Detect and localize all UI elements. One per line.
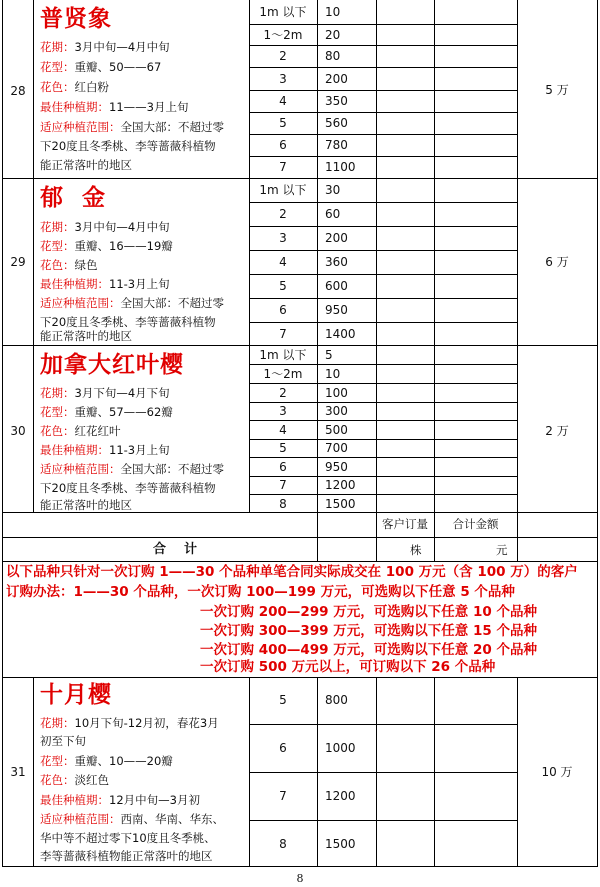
info-line: [40, 718, 219, 730]
price-cell: 950: [325, 303, 348, 317]
info-text: 12月中旬—3月初: [109, 793, 200, 807]
info-text: 下20度且冬季桃、李等蔷薇科植物: [40, 139, 216, 153]
size-cell: 7: [279, 160, 287, 174]
size-cell: 7: [279, 327, 287, 341]
size-cell: 6: [279, 741, 287, 755]
info-label: 适应种植范围：: [40, 462, 121, 476]
block-divider: [2, 178, 598, 179]
row-line: [249, 322, 517, 323]
promo-border-right: [597, 561, 598, 677]
price-cell: 950: [325, 460, 348, 474]
variety-name: 加拿大红叶樱: [40, 352, 184, 378]
info-label: 花色：: [40, 424, 75, 438]
price-cell: 1400: [325, 327, 356, 341]
price-cell: 5: [325, 348, 333, 362]
row-line: [249, 494, 517, 495]
row-line: [249, 67, 517, 68]
info-label: 适应种植范围：: [40, 120, 121, 134]
promo-line: 以下品种只针对一次订购 1——30 个品种单笔合同实际成交在 100 万元（含 100 万）的客户: [6, 564, 578, 580]
info-text: 全国大部：不超过零: [120, 120, 224, 134]
order-qty-label: 客户订量: [382, 517, 428, 531]
promo-bottom: [2, 677, 598, 678]
price-cell: 300: [325, 404, 348, 418]
size-cell: 6: [279, 138, 287, 152]
info-text: 能正常落叶的地区: [40, 158, 132, 172]
info-text: 西南、华南、华东、: [120, 812, 224, 826]
item-number: 31: [10, 765, 26, 779]
row-line: [249, 156, 517, 157]
size-cell: 4: [279, 94, 287, 108]
info-text: 李等蔷薇科植物能正常落叶的地区: [40, 849, 213, 863]
item-number: 29: [10, 255, 26, 269]
stock-cell: 6 万: [545, 255, 569, 269]
col-divider: [33, 677, 34, 867]
info-text: 11-3月上旬: [109, 443, 170, 457]
table-border-right: [597, 677, 598, 867]
promo-line: 一次订购 400—499 万元，可选购以下任意 20 个品种: [200, 642, 537, 658]
row-line: [249, 772, 517, 773]
info-label: 最佳种植期：: [40, 443, 109, 457]
info-text: 绿色: [74, 258, 98, 272]
price-cell: 800: [325, 693, 348, 707]
info-line: [40, 62, 161, 74]
row-line: [249, 476, 517, 477]
row-line: [249, 45, 517, 46]
info-line: [40, 464, 224, 476]
size-cell: 6: [279, 460, 287, 474]
row-line: [249, 402, 517, 403]
variety-name: 十月樱: [40, 682, 112, 708]
price-cell: 20: [325, 28, 341, 42]
size-cell: 1m 以下: [259, 183, 307, 197]
info-line: [40, 298, 224, 310]
size-cell: 1～2m: [263, 28, 303, 42]
info-line: [40, 426, 121, 438]
info-text: 红白粉: [74, 80, 109, 94]
info-line: [40, 500, 132, 512]
info-text: 能正常落叶的地区: [40, 329, 132, 343]
info-label: 最佳种植期：: [40, 100, 109, 114]
size-cell: 8: [279, 497, 287, 511]
size-cell: 5: [279, 441, 287, 455]
info-text: 重瓣、10——20瓣: [74, 754, 173, 768]
price-cell: 600: [325, 279, 348, 293]
table-bottom: [2, 866, 598, 867]
size-cell: 2: [279, 207, 287, 221]
row-line: [249, 112, 517, 113]
info-label: 花色：: [40, 773, 75, 787]
size-cell: 1m 以下: [259, 5, 307, 19]
promo-line: 订购办法：1——30 个品种，一次订购 100—199 万元，可选购以下任意 5 个品种: [6, 584, 515, 600]
row-line: [249, 226, 517, 227]
info-line: [40, 814, 224, 826]
info-text: 华中等不超过零下10度且冬季桃、: [40, 831, 216, 845]
row-line: [249, 439, 517, 440]
info-text: 初至下旬: [40, 734, 86, 748]
info-line: [40, 407, 173, 419]
size-cell: 1m 以下: [259, 348, 307, 362]
price-cell: 1100: [325, 160, 356, 174]
size-cell: 7: [279, 789, 287, 803]
price-cell: 200: [325, 231, 348, 245]
size-cell: 4: [279, 423, 287, 437]
block-divider: [2, 512, 598, 513]
info-label: 适应种植范围：: [40, 812, 121, 826]
price-cell: 1200: [325, 478, 356, 492]
price-cell: 80: [325, 49, 341, 63]
info-line: [40, 756, 173, 768]
info-line: [40, 445, 170, 457]
info-line: [40, 317, 216, 329]
total-label: 合 计: [152, 542, 198, 557]
info-text: 10月下旬-12月初，春花3月: [74, 716, 219, 730]
info-text: 重瓣、16——19瓣: [74, 239, 173, 253]
row-line: [249, 364, 517, 365]
info-label: 花期：: [40, 386, 75, 400]
block-divider: [2, 345, 598, 346]
size-cell: 5: [279, 279, 287, 293]
stock-cell: 5 万: [545, 83, 569, 97]
stock-cell: 2 万: [545, 424, 569, 438]
info-line: [40, 222, 170, 234]
summary-bottom: [2, 561, 598, 562]
info-label: 花期：: [40, 220, 75, 234]
info-text: 淡红色: [74, 773, 109, 787]
row-line: [249, 202, 517, 203]
size-cell: 3: [279, 231, 287, 245]
info-label: 花期：: [40, 716, 75, 730]
price-cell: 560: [325, 116, 348, 130]
price-cell: 30: [325, 183, 341, 197]
info-line: [40, 241, 173, 253]
price-cell: 60: [325, 207, 341, 221]
info-line: [40, 42, 170, 54]
price-cell: 360: [325, 255, 348, 269]
info-label: 花色：: [40, 80, 75, 94]
info-line: [40, 851, 213, 863]
price-cell: 350: [325, 94, 348, 108]
variety-name: 郁 金: [40, 185, 107, 211]
price-cell: 780: [325, 138, 348, 152]
col-divider: [33, 0, 34, 512]
size-cell: 6: [279, 303, 287, 317]
promo-border-left: [2, 561, 3, 677]
info-line: [40, 122, 224, 134]
info-text: 下20度且冬季桃、李等蔷薇科植物: [40, 315, 216, 329]
row-line: [249, 90, 517, 91]
row-line: [249, 24, 517, 25]
info-line: [40, 331, 132, 343]
info-text: 全国大部：不超过零: [120, 296, 224, 310]
info-line: [40, 102, 188, 114]
item-number: 28: [10, 84, 26, 98]
info-label: 花型：: [40, 239, 75, 253]
price-cell: 1500: [325, 497, 356, 511]
stock-cell: 10 万: [541, 765, 573, 779]
info-label: 最佳种植期：: [40, 793, 109, 807]
total-amount-label: 合计金额: [452, 517, 499, 531]
info-label: 适应种植范围：: [40, 296, 121, 310]
row-line: [249, 298, 517, 299]
row-line: [249, 820, 517, 821]
item-number: 30: [10, 424, 26, 438]
info-line: [40, 775, 109, 787]
info-text: 重瓣、50——67: [74, 60, 162, 74]
info-line: [40, 736, 86, 748]
info-label: 花型：: [40, 60, 75, 74]
table-border-right: [597, 0, 598, 561]
size-cell: 3: [279, 404, 287, 418]
info-line: [40, 279, 170, 291]
info-line: [40, 141, 216, 153]
size-cell: 4: [279, 255, 287, 269]
size-cell: 2: [279, 49, 287, 63]
unit-yuan: 元: [496, 543, 508, 557]
info-text: 11-3月上旬: [109, 277, 170, 291]
price-cell: 500: [325, 423, 348, 437]
info-text: 3月下旬—4月下旬: [74, 386, 170, 400]
price-cell: 1500: [325, 837, 356, 851]
info-line: [40, 795, 200, 807]
summary-divider: [2, 537, 598, 538]
info-label: 花期：: [40, 40, 75, 54]
size-cell: 1～2m: [263, 367, 303, 381]
info-text: 下20度且冬季桃、李等蔷薇科植物: [40, 481, 216, 495]
price-cell: 1000: [325, 741, 356, 755]
info-line: [40, 160, 132, 172]
row-line: [249, 457, 517, 458]
promo-line: 一次订购 500 万元以上，可订购以下 26 个品种: [200, 659, 496, 675]
size-cell: 5: [279, 693, 287, 707]
info-line: [40, 260, 98, 272]
size-cell: 5: [279, 116, 287, 130]
price-cell: 100: [325, 386, 348, 400]
size-cell: 3: [279, 72, 287, 86]
promo-line: 一次订购 300—399 万元，可选购以下任意 15 个品种: [200, 623, 537, 639]
row-line: [249, 420, 517, 421]
info-label: 花色：: [40, 258, 75, 272]
row-line: [249, 383, 517, 384]
info-text: 全国大部：不超过零: [120, 462, 224, 476]
price-cell: 10: [325, 367, 341, 381]
info-text: 3月中旬—4月中旬: [74, 40, 170, 54]
info-line: [40, 833, 216, 845]
row-line: [249, 134, 517, 135]
price-cell: 1200: [325, 789, 356, 803]
info-text: 红花红叶: [74, 424, 121, 438]
info-line: [40, 388, 170, 400]
info-label: 花型：: [40, 405, 75, 419]
page-number: 8: [296, 872, 304, 885]
row-line: [249, 250, 517, 251]
info-text: 11——3月上旬: [109, 100, 189, 114]
price-cell: 200: [325, 72, 348, 86]
variety-name: 普贤象: [40, 6, 112, 32]
promo-line: 一次订购 200—299 万元，可选购以下任意 10 个品种: [200, 604, 537, 620]
size-cell: 7: [279, 478, 287, 492]
info-line: [40, 483, 216, 495]
info-text: 3月中旬—4月中旬: [74, 220, 170, 234]
info-line: [40, 82, 109, 94]
row-line: [249, 274, 517, 275]
unit-plants: 株: [410, 543, 422, 557]
size-cell: 2: [279, 386, 287, 400]
info-text: 能正常落叶的地区: [40, 498, 132, 512]
info-label: 花型：: [40, 754, 75, 768]
size-cell: 8: [279, 837, 287, 851]
row-line: [249, 724, 517, 725]
info-text: 重瓣、57——62瓣: [74, 405, 173, 419]
price-cell: 10: [325, 5, 341, 19]
info-label: 最佳种植期：: [40, 277, 109, 291]
price-cell: 700: [325, 441, 348, 455]
